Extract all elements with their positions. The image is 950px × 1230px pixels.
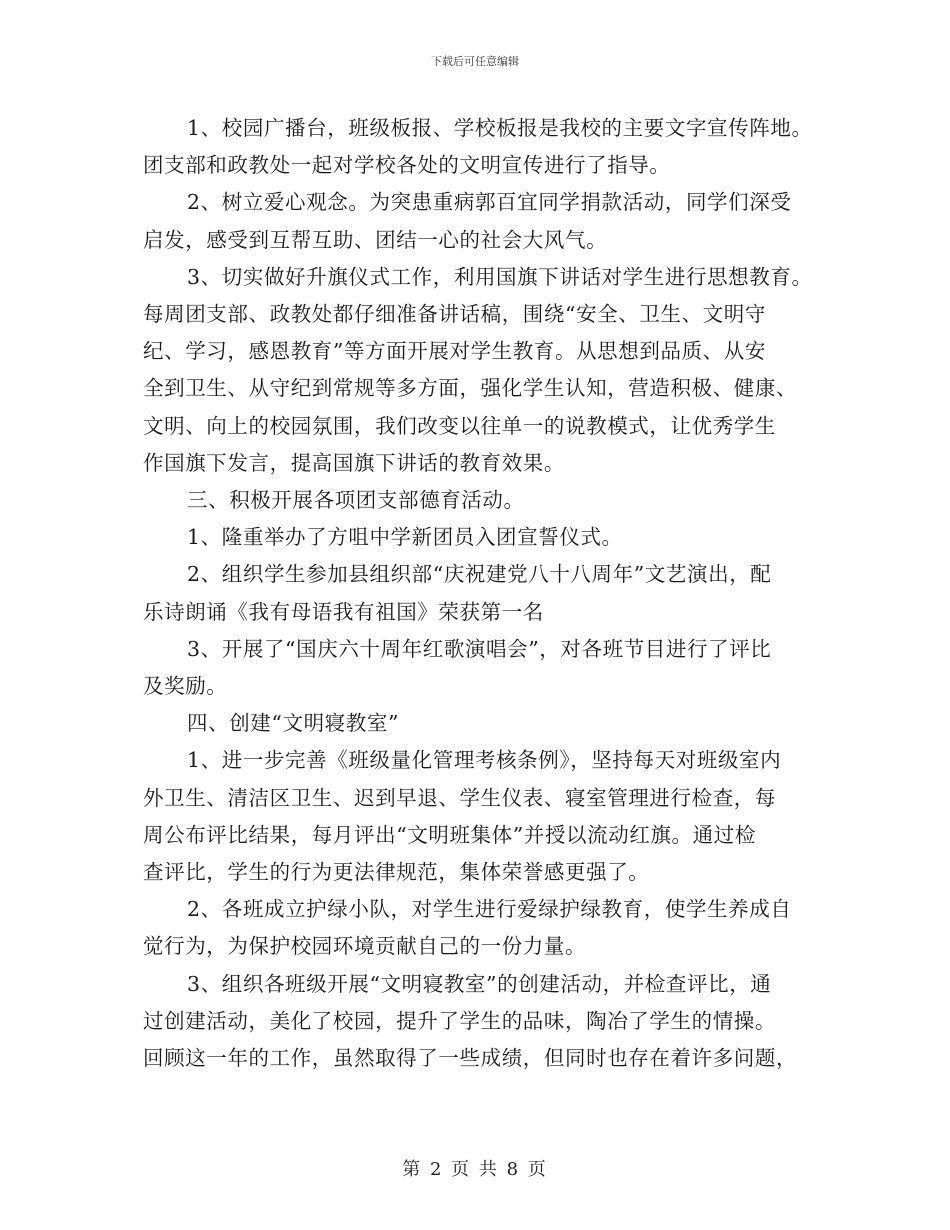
- text-line: 过创建活动，美化了校园，提升了学生的品味，陶冶了学生的情操。: [143, 1008, 776, 1033]
- text-line: 觉行为，为保护校园环境贡献自己的一份力量。: [143, 934, 587, 959]
- text-line: 3、切实做好升旗仪式工作，利用国旗下讲话对学生进行思想教育。: [187, 264, 813, 289]
- text-line: 查评比，学生的行为更法律规范，集体荣誉感更强了。: [143, 860, 650, 885]
- text-line: 1、隆重举办了方咀中学新团员入团宣誓仪式。: [187, 525, 623, 550]
- page-footer: 第 2 页 共 8 页: [402, 1159, 548, 1180]
- section-heading: 三、积极开展各项团支部德育活动。: [187, 488, 525, 513]
- text-line: 全到卫生、从守纪到常规等多方面，强化学生认知，营造积极、健康、: [143, 376, 798, 401]
- text-line: 周公布评比结果，每月评出“文明班集体”并授以流动红旗。通过检: [143, 822, 756, 847]
- text-line: 外卫生、清洁区卫生、迟到早退、学生仪表、寝室管理进行检查，每: [143, 785, 776, 810]
- section-heading: 四、创建“文明寝教室”: [187, 711, 400, 736]
- text-line: 团支部和政教处一起对学校各处的文明宣传进行了指导。: [143, 153, 671, 178]
- text-line: 纪、学习，感恩教育”等方面开展对学生教育。从思想到品质、从安: [143, 339, 766, 364]
- text-line: 乐诗朗诵《我有母语我有祖国》荣获第一名: [143, 599, 544, 624]
- text-line: 3、开展了“国庆六十周年红歌演唱会”，对各班节目进行了评比: [187, 636, 772, 661]
- text-line: 每周团支部、政教处都仔细准备讲话稿，围绕“安全、卫生、文明守: [143, 302, 766, 327]
- text-line: 1、进一步完善《班级量化管理考核条例》，坚持每天对班级室内: [187, 748, 782, 773]
- text-line: 2、组织学生参加县组织部“庆祝建党八十八周年”文艺演出，配: [187, 562, 772, 587]
- text-line: 2、各班成立护绿小队，对学生进行爱绿护绿教育，使学生养成自: [187, 897, 792, 922]
- page-header: 下载后可任意编辑: [431, 55, 519, 68]
- text-line: 2、树立爱心观念。为突患重病郭百宜同学捐款活动，同学们深受: [187, 190, 792, 215]
- text-line: 1、校园广播台，班级板报、学校板报是我校的主要文字宣传阵地。: [187, 116, 813, 140]
- text-line: 启发，感受到互帮互助、团结一心的社会大风气。: [143, 227, 608, 252]
- text-line: 3、组织各班级开展“文明寝教室”的创建活动，并检查评比，通: [187, 971, 772, 996]
- text-line: 回顾这一年的工作，虽然取得了一些成绩，但同时也存在着许多问题，: [143, 1046, 798, 1071]
- text-line: 及奖励。: [143, 674, 228, 699]
- text-line: 作国旗下发言，提高国旗下讲话的教育效果。: [143, 450, 565, 475]
- document-body: [143, 110, 813, 1077]
- text-line: 文明、向上的校园氛围，我们改变以往单一的说教模式，让优秀学生: [143, 413, 776, 438]
